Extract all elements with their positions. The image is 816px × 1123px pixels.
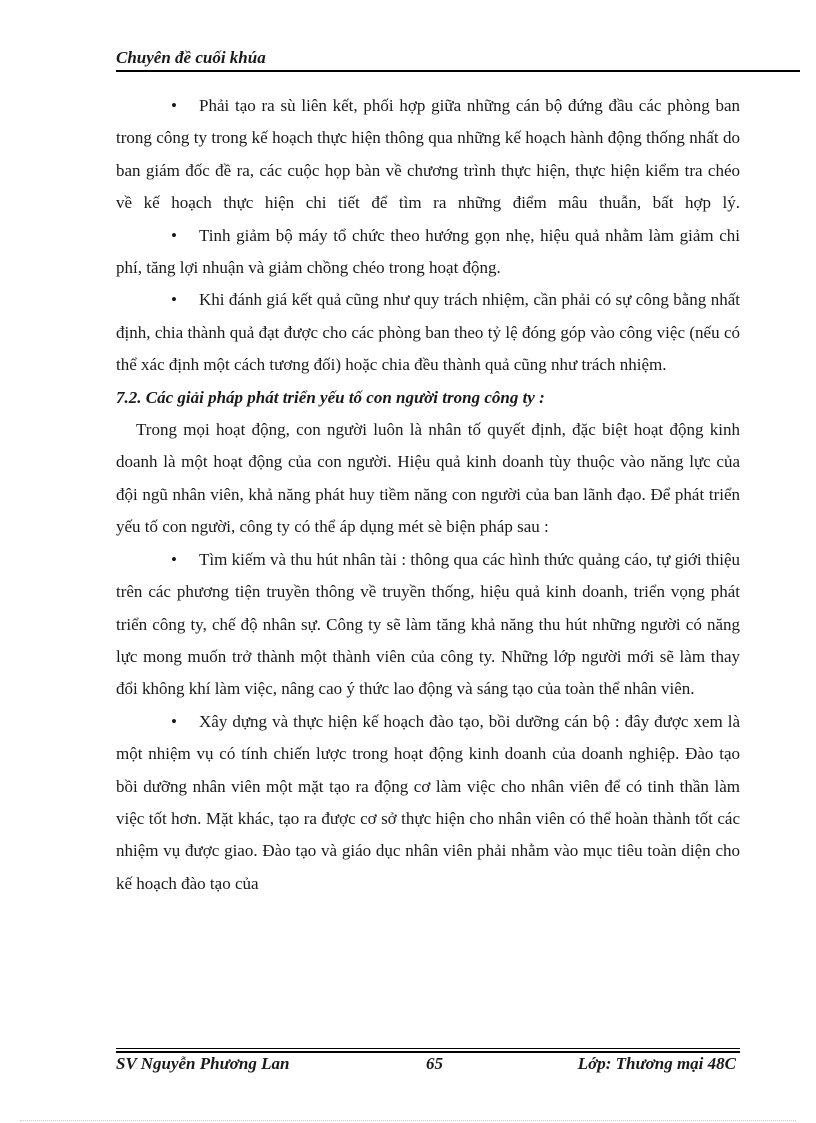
body-paragraph: Trong mọi hoạt động, con người luôn là nhân tố quyết định, đặc biệt hoạt động kinh doanh là một hoạt động của con người. Hiệu quả kinh doanh tùy thuộc vào năng lực của đội ngũ nhân viên, khả năng phát huy tiềm năng con người của ban lãnh đạo. Để phát triển yếu tố con người, công ty có thể áp dụng mét sè biện pháp sau : xyxy=(116,420,740,537)
paragraph-text: Khi đánh giá kết quả cũng như quy trách nhiệm, cần phải có sự công bằng nhất định, chia thành quả đạt được cho các phòng ban theo tỷ lệ đóng góp vào công việc (nếu có thể xác định một cách tương đối) hoặc chia đều thành quả cũng như trách nhiệm. xyxy=(116,290,740,375)
bullet-icon: • xyxy=(171,290,177,310)
bullet-paragraph xyxy=(116,284,740,381)
footer-page-number: 65 xyxy=(426,1054,443,1073)
section-heading: 7.2. Các giải pháp phát triển yếu tố con người trong công ty : xyxy=(116,387,545,407)
footer-class: Lớp: Thương mại 48C xyxy=(577,1054,736,1073)
bullet-paragraph xyxy=(116,220,740,285)
paragraph-text: Tìm kiếm và thu hút nhân tài : thông qua các hình thức quảng cáo, tự giới thiệu trên các phương tiện truyền thông về truyền thống, hiệu quả kinh doanh, triển vọng phát triển công ty, chế độ nhân sự. Công ty sẽ làm tăng khả năng thu hút những người có năng lực mong muốn trở thành một thành viên của công ty. Những lớp người mới sẽ làm thay đổi không khí làm việc, nâng cao ý thức lao động và sáng tạo của toàn thể nhân viên. xyxy=(116,549,740,699)
bullet-paragraph xyxy=(116,706,740,900)
document-body xyxy=(116,90,740,900)
page-edge-divider xyxy=(20,1120,796,1121)
bullet-paragraph xyxy=(116,90,740,220)
footer-student-name: SV Nguyễn Phương Lan xyxy=(116,1054,290,1073)
bullet-icon: • xyxy=(171,549,177,569)
bullet-icon: • xyxy=(171,225,177,245)
page-header-title: Chuyên đề cuối khúa xyxy=(116,48,266,67)
paragraph-text: Phải tạo ra sù liên kết, phối hợp giữa những cán bộ đứng đầu các phòng ban trong công ty trong kế hoạch thực hiện thông qua những kế hoạch hành động thống nhất do ban giám đốc đề ra, các cuộc họp bàn về chương trình thực hiện, thực hiện kiểm tra chéo về kế hoạch thực hiện chi tiết để tìm ra những điểm mâu thuẫn, bất hợp lý. xyxy=(116,96,740,213)
footer-rule-thick xyxy=(116,1051,740,1053)
footer-rule-thin xyxy=(116,1048,740,1049)
paragraph-text: Tinh giảm bộ máy tổ chức theo hướng gọn nhẹ, hiệu quả nhằm làm giảm chi phí, tăng lợi nhuận và giảm chồng chéo trong hoạt động. xyxy=(116,225,740,278)
bullet-icon: • xyxy=(171,96,177,115)
paragraph-text: Xây dựng và thực hiện kế hoạch đào tạo, bồi dưỡng cán bộ : đây được xem là một nhiệm vụ có tính chiến lược trong hoạt động kinh doanh của doanh nghiệp. Đào tạo bồi dưỡng nhân viên một mặt tạo ra động cơ làm việc cho nhân viên để có tinh thần làm việc tốt hơn. Mặt khác, tạo ra được cơ sở thực hiện cho nhân viên có thể hoàn thành tốt các nhiệm vụ được giao. Đào tạo và giáo dục nhân viên phải nhằm vào mục tiêu toàn diện cho kế hoạch đào tạo của xyxy=(116,711,740,893)
bullet-icon: • xyxy=(171,711,177,731)
bullet-paragraph xyxy=(116,544,740,706)
header-rule xyxy=(116,70,800,72)
